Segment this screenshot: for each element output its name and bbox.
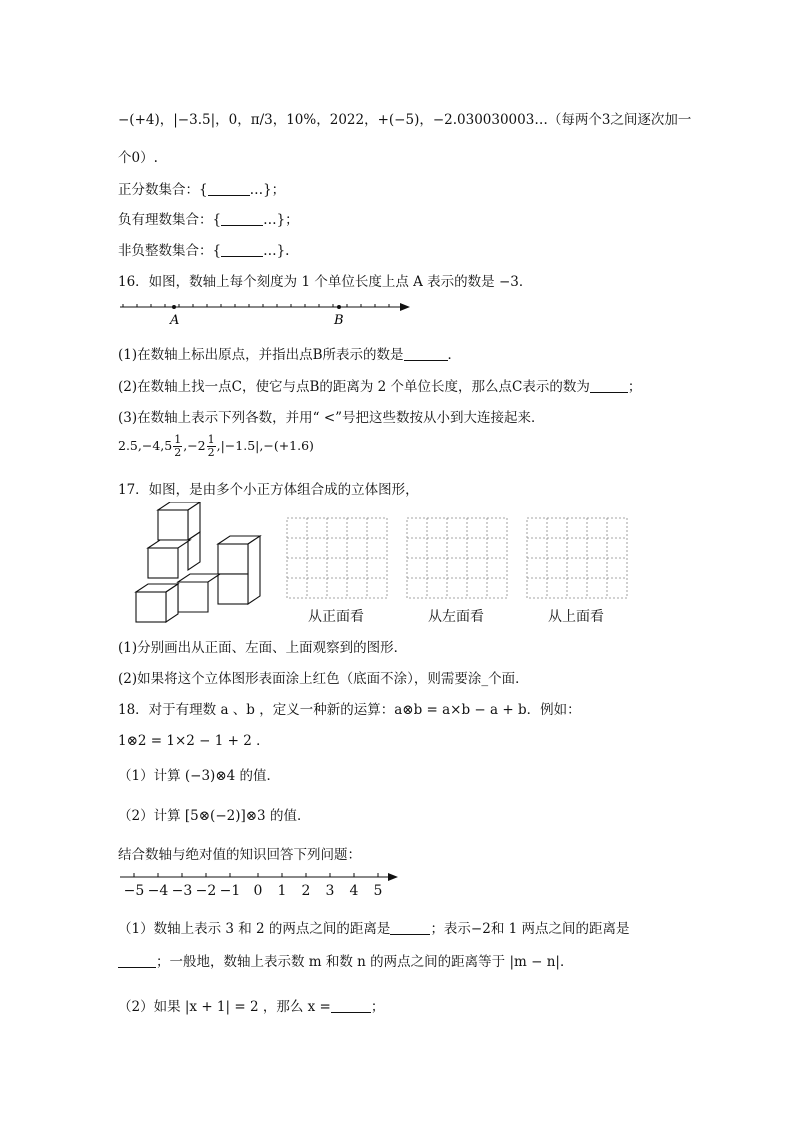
question-18-sub1: （1）计算 (−3)⊗4 的值． <box>118 768 281 784</box>
answer-blank[interactable] <box>208 181 250 196</box>
tick-label: 5 <box>373 883 383 899</box>
number-line-19 <box>118 868 408 900</box>
answer-blank[interactable] <box>118 953 156 968</box>
front-view-caption: 从正面看 <box>308 609 364 625</box>
tick-label: 3 <box>325 883 335 899</box>
question-18-example: 1⊗2 = 1×2 − 1 + 2 ． <box>118 733 270 749</box>
front-view-grid <box>286 517 390 601</box>
question-16-sub3: (3)在数轴上表示下列各数，并用“ <”号把这些数按从小到大连接起来． <box>118 410 545 426</box>
nonnegative-integer-set: 非负整数集合：{ …}. <box>118 243 290 259</box>
negative-rational-set: 负有理数集合：{ …}； <box>118 212 299 228</box>
question-19-sub1-cont: ；一般地，数轴上表示数 m 和数 n 的两点之间的距离等于 |m − n|． <box>118 950 573 970</box>
number-line-16 <box>118 298 418 328</box>
point-a <box>172 305 176 309</box>
fraction-half: $\frac{1}{2}$ <box>174 433 182 459</box>
tick-label: −1 <box>219 883 241 899</box>
tick-label: 0 <box>253 883 263 899</box>
question-17-stem: 17．如图，是由多个小正方体组合成的立体图形， <box>118 482 419 498</box>
tick-label: −3 <box>171 883 193 899</box>
fraction-half: $\frac{1}{2}$ <box>207 433 215 459</box>
left-view-caption: 从左面看 <box>428 609 484 625</box>
tick-label: −2 <box>195 883 217 899</box>
question-18-stem: 18．对于有理数 a 、b ，定义一种新的运算：a⊗b = a×b − a + b．例如： <box>118 702 581 718</box>
number-list-tail: 个0）. <box>118 150 158 166</box>
question-16-sub1: (1)在数轴上标出原点，并指出点B所表示的数是 ． <box>118 347 462 363</box>
question-16-number-list: 2.5,−4,5 $\frac{1}{2}$ ,−2 $\frac{1}{2}$ ,|−1.5|,−(+1.6) <box>118 433 314 459</box>
point-a-label: A <box>170 313 180 328</box>
answer-blank[interactable] <box>331 998 371 1013</box>
answer-blank[interactable] <box>221 211 263 226</box>
left-view-grid <box>406 517 510 601</box>
question-19-stem: 结合数轴与绝对值的知识回答下列问题： <box>118 847 361 863</box>
question-18-sub2: （2）计算 [5⊗(−2)]⊗3 的值． <box>118 808 311 824</box>
answer-blank[interactable] <box>590 378 628 393</box>
question-17-sub1: (1)分别画出从正面、左面、上面观察到的图形． <box>118 640 408 656</box>
number-list-line: −(+4)，|−3.5|，0，π/3，10%，2022，+(−5)，−2.030030003…（每两个3之间逐次加一 <box>118 112 692 128</box>
answer-blank[interactable] <box>390 920 430 935</box>
question-19-sub1: （1）数轴上表示 3 和 2 的两点之间的距离是 ；表示−2和 1 两点之间的距离是 <box>118 921 630 937</box>
tick-label: −5 <box>123 883 145 899</box>
question-19-sub2: （2）如果 |x + 1| = 2 ，那么 x = ； <box>118 999 385 1015</box>
answer-blank[interactable] <box>221 242 263 257</box>
answer-blank[interactable] <box>404 346 448 361</box>
positive-fraction-set: 正分数集合：{ …}； <box>118 182 286 198</box>
question-16-stem: 16．如图，数轴上每个刻度为 1 个单位长度上点 A 表示的数是 −3． <box>118 274 533 290</box>
question-16-sub2: (2)在数轴上找一点C，使它与点B的距离为 2 个单位长度，那么点C表示的数为 ； <box>118 379 642 395</box>
point-b-label: B <box>334 313 344 328</box>
top-view-caption: 从上面看 <box>548 609 604 625</box>
tick-label: −4 <box>147 883 169 899</box>
tick-label: 2 <box>301 883 311 899</box>
tick-label: 1 <box>277 883 287 899</box>
question-17-sub2: (2)如果将这个立体图形表面涂上红色（底面不涂），则需要涂_个面． <box>118 671 529 687</box>
tick-label: 4 <box>349 883 359 899</box>
top-view-grid <box>526 517 630 601</box>
cube-solid-figure <box>130 502 265 630</box>
point-b <box>337 305 341 309</box>
